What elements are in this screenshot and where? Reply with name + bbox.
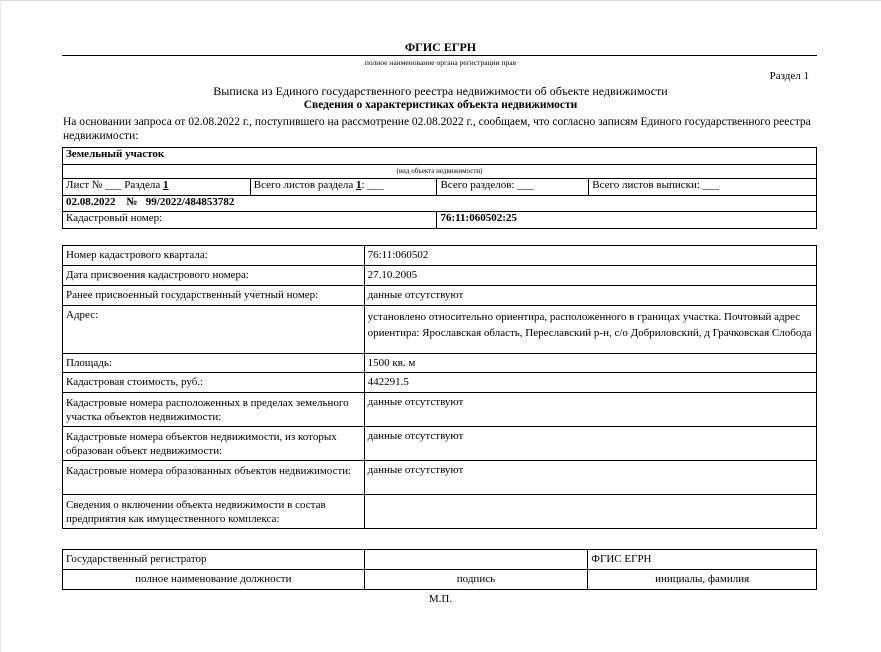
detail-label: Площадь: [63, 354, 365, 373]
table-row [63, 286, 817, 306]
detail-value: 76:11:060502 [364, 246, 816, 266]
detail-label: Кадастровые номера объектов недвижимости, из которых образован объект недвижимости: [63, 427, 365, 461]
org-underline [62, 55, 817, 56]
table-row [63, 495, 817, 529]
detail-value: данные отсутствуют [364, 286, 816, 306]
detail-value: установлено относительно ориентира, расположенного в границах участка. Почтовый адрес ориентира: Ярославская область, Переславский р-н, с/о Добриловский, д Грачковская Слобода [364, 306, 816, 354]
detail-value: 27.10.2005 [364, 266, 816, 286]
detail-label: Дата присвоения кадастрового номера: [63, 266, 365, 286]
object-type: Земельный участок [63, 148, 817, 165]
total-sections: Всего разделов: ___ [437, 179, 589, 196]
detail-label: Кадастровые номера образованных объектов недвижимости: [63, 461, 365, 495]
table-row [63, 246, 817, 266]
details-table [62, 245, 817, 529]
table-row [63, 393, 817, 427]
detail-value: 442291.5 [364, 373, 816, 393]
sheet-number-label: Лист № ___ Раздела [66, 179, 161, 191]
signature-table [62, 549, 817, 590]
section-value: 1 [163, 179, 169, 191]
cadastral-number-label: Кадастровый номер: [63, 212, 437, 229]
detail-value: данные отсутствуют [364, 461, 816, 495]
table-row [63, 306, 817, 354]
total-extract-sheets: Всего листов выписки: ___ [589, 179, 817, 196]
object-type-caption: (вид объекта недвижимости) [63, 165, 817, 179]
detail-label: Кадастровые номера расположенных в пределах земельного участка объектов недвижимости: [63, 393, 365, 427]
position-caption: полное наименование должности [63, 570, 365, 590]
detail-value: 1500 кв. м [364, 354, 816, 373]
table-row [63, 461, 817, 495]
total-sheets-tail: : ___ [361, 179, 384, 191]
detail-label: Адрес: [63, 306, 365, 354]
org-name: ФГИС ЕГРН [404, 40, 477, 54]
table-row [63, 373, 817, 393]
detail-value [364, 495, 816, 529]
cadastral-number-value: 76:11:060502:25 [437, 212, 817, 229]
object-header-table [62, 147, 817, 229]
registrar-title: Государственный регистратор [63, 550, 365, 570]
detail-value: данные отсутствуют [364, 427, 816, 461]
detail-value: данные отсутствуют [364, 393, 816, 427]
org-caption: полное наименование органа регистрации прав [364, 58, 517, 67]
stamp-place: М.П. [428, 593, 453, 605]
detail-label: Кадастровая стоимость, руб.: [63, 373, 365, 393]
signature-cell [364, 550, 588, 570]
document-subtitle: Сведения о характеристиках объекта недвижимости [303, 99, 578, 111]
detail-label: Ранее присвоенный государственный учетный номер: [63, 286, 365, 306]
signature-caption: подпись [364, 570, 588, 590]
detail-label: Сведения о включении объекта недвижимости в состав предприятия как имущественного комплекса: [63, 495, 365, 529]
initials-caption: инициалы, фамилия [588, 570, 817, 590]
total-sheets-label: Всего листов раздела [253, 179, 354, 191]
sheet-number-cell [63, 179, 251, 196]
total-sheets-value: 1 [355, 179, 362, 191]
table-row [63, 266, 817, 286]
table-row [63, 427, 817, 461]
total-sheets-cell [250, 179, 437, 196]
detail-label: Номер кадастрового квартала: [63, 246, 365, 266]
date-and-number: 02.08.2022 № 99/2022/484853782 [63, 196, 817, 212]
intro-text: На основании запроса от 02.08.2022 г., поступившего на рассмотрение 02.08.2022 г., сообщаем, что согласно записям Единого государственного реестра недвижимости: [63, 116, 811, 142]
page-edge-top [0, 0, 881, 1]
document-title: Выписка из Единого государственного реестра недвижимости об объекте недвижимости [213, 84, 668, 98]
registrar-org: ФГИС ЕГРН [588, 550, 817, 570]
section-number: Раздел 1 [769, 70, 809, 82]
table-row [63, 354, 817, 373]
